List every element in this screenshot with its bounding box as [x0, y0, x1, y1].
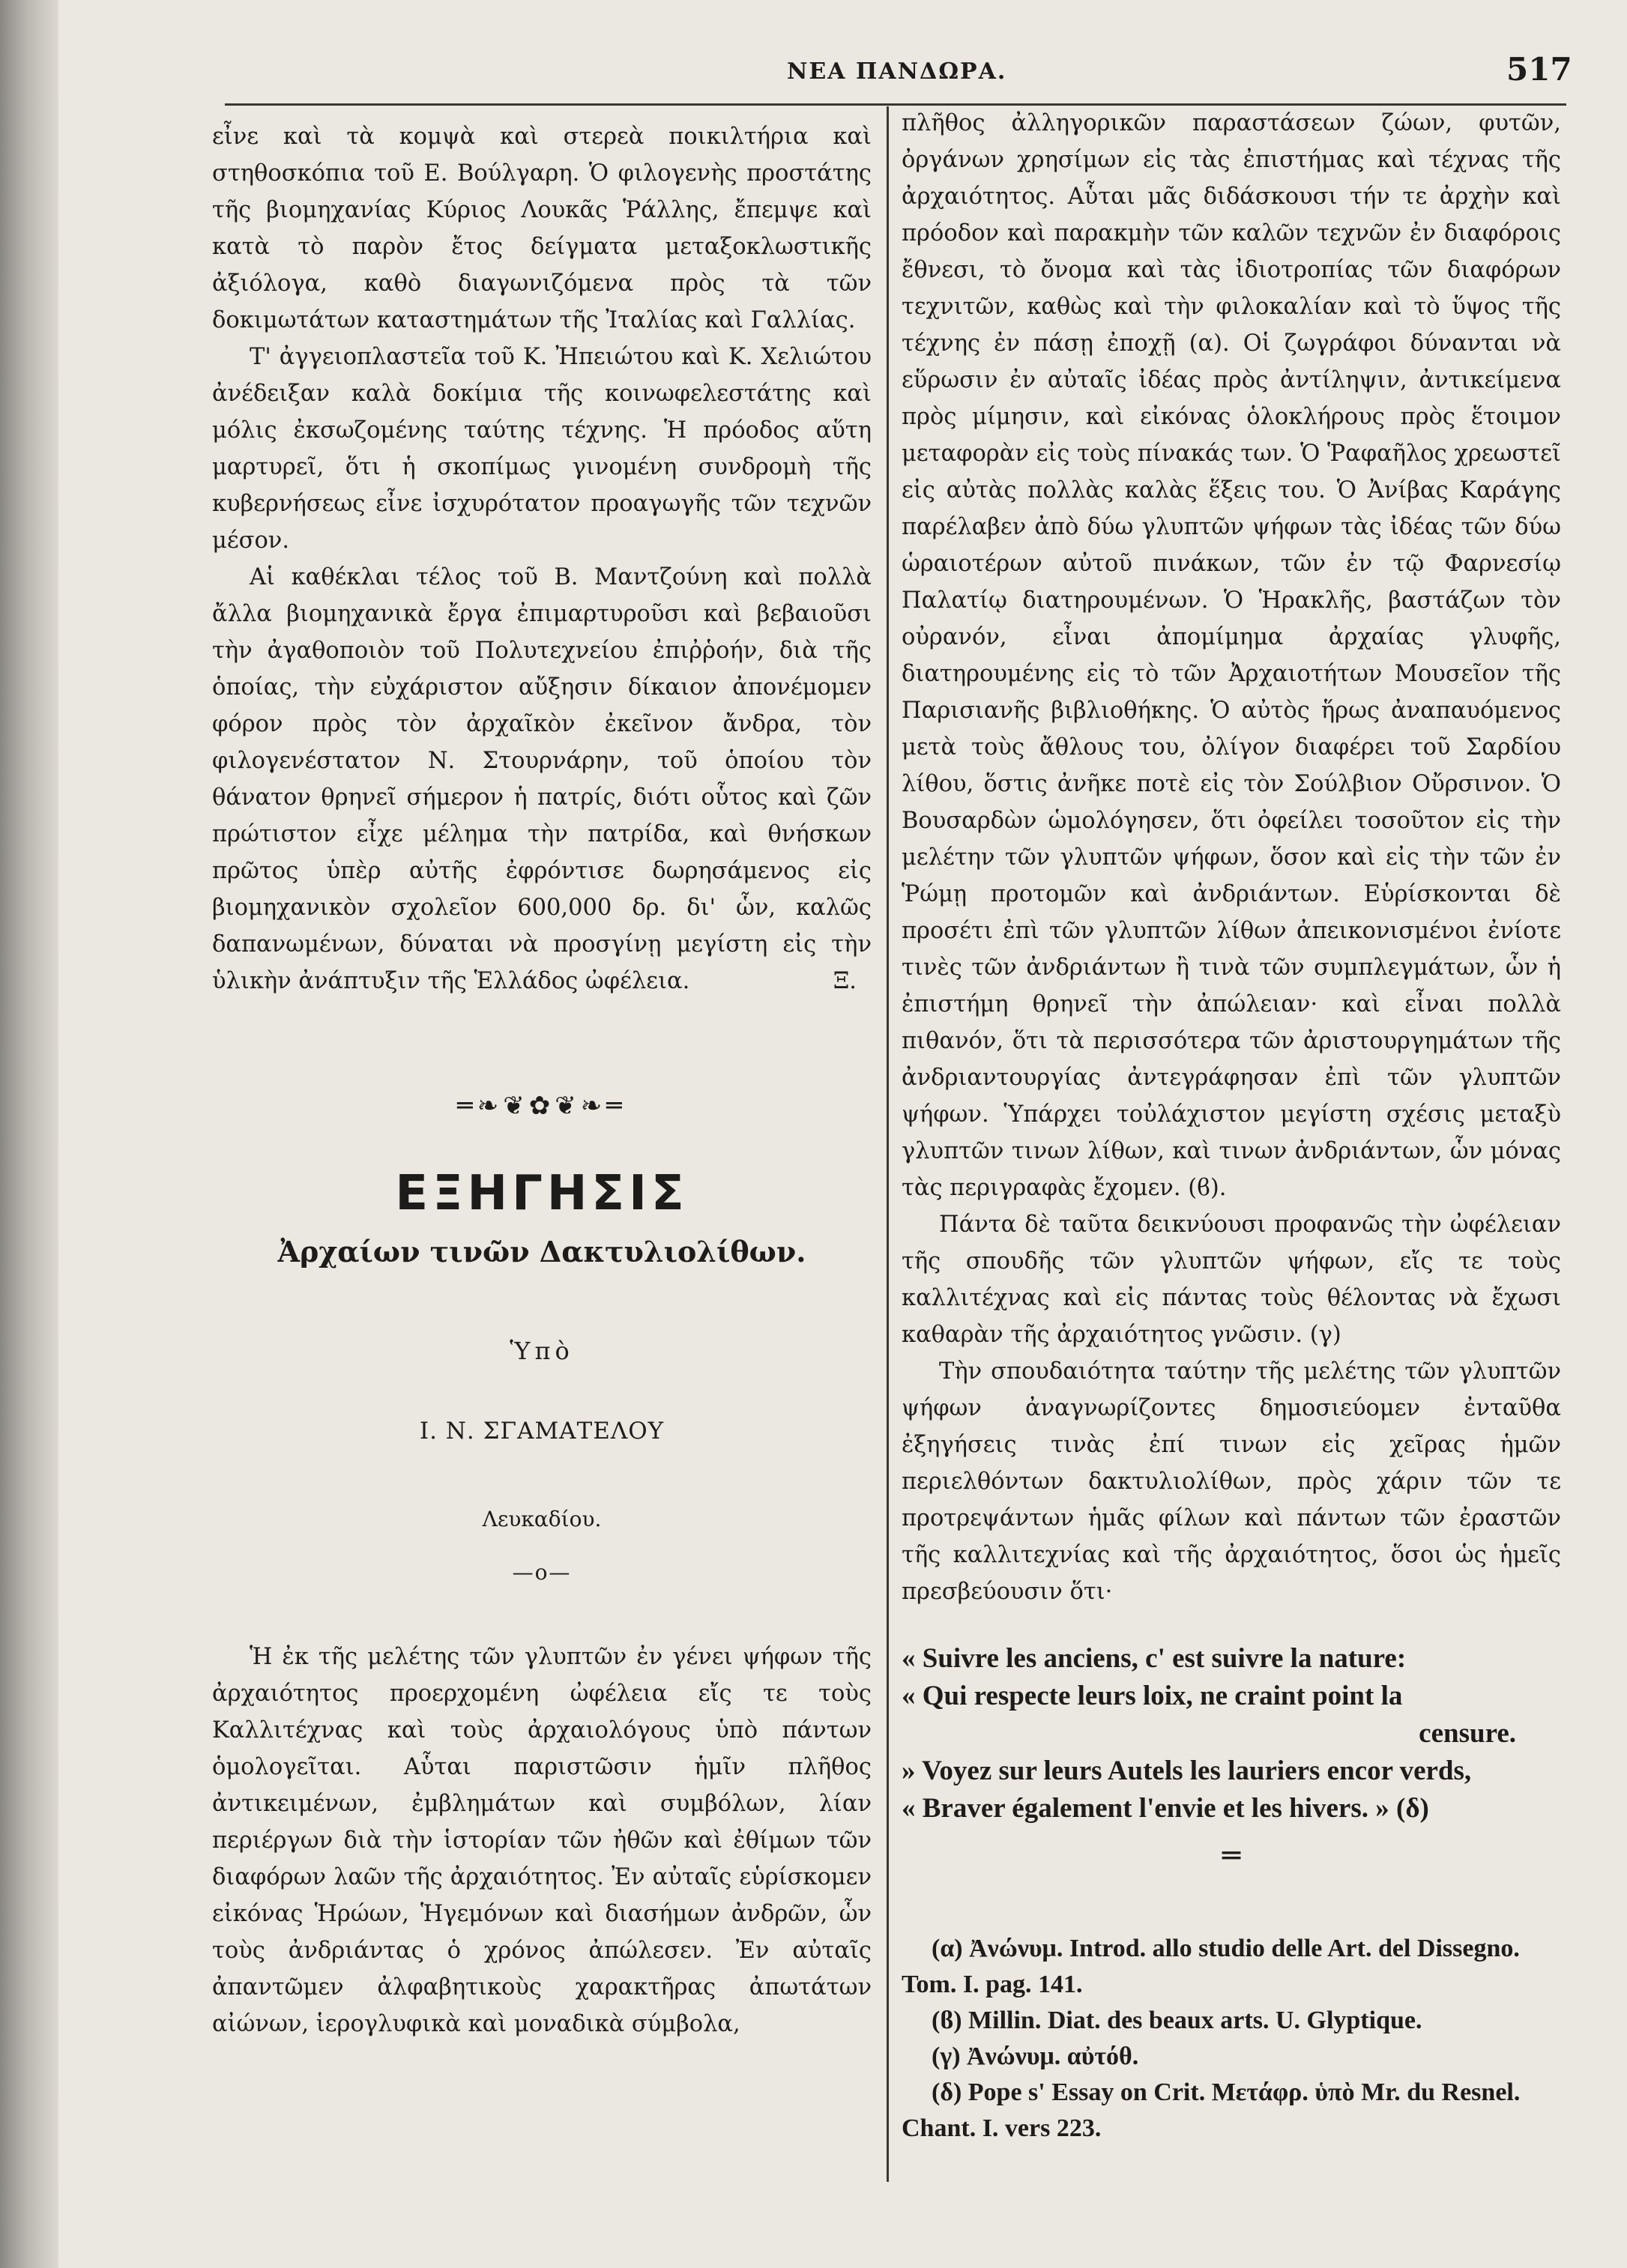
byline-by: Ὑπὸ	[510, 1337, 574, 1365]
footnote: (γ) Ἀνώνυμ. αὐτόθ.	[932, 2042, 1139, 2070]
running-header: ΝΕΑ ΠΑΝΔΩΡΑ.	[787, 58, 1007, 85]
right-column	[902, 105, 1561, 2147]
paragraph-industry-1: εἶνε καὶ τὰ κομψὰ καὶ στερεὰ ποικιλτήρια καὶ στηθοσκόπια τοῦ Ε. Βούλγαρη. Ὁ φιλογενὴς προστάτης τῆς βιομηχανίας Κύριος Λουκᾶς Ῥάλλης, ἔπεμψε καὶ κατὰ τὸ παρὸν ἔτος δείγματα μεταξοκλωστικῆς ἀξιόλογα, καθὸ διαγωνιζόμενα πρὸς τὰ τῶν δοκιμωτάτων καταστημάτων τῆς Ἰταλίας καὶ Γαλλίας.	[212, 124, 872, 333]
paragraph-industry-2: Τ' ἀγγειοπλαστεῖα τοῦ Κ. Ἠπειώτου καὶ Κ. Χελιώτου ἀνέδειξαν καλὰ δοκίμια τῆς κοινωφελεστάτης καὶ μόλις ἐκσωζομένης ταύτης τέχνης. Ἡ πρόοδος αὕτη μαρτυρεῖ, ὅτι ἡ σκοπίμως γινομένη συνδρομὴ τῆς κυβερνήσεως εἶνε ἰσχυρότατον προαγωγῆς τῶν τεχνῶν μέσον.	[212, 344, 872, 554]
footnote: (δ) Pope s' Essay on Crit. Μετάφρ. ὑπὸ Mr. du Resnel. Chant. I. vers 223.	[902, 2078, 1521, 2142]
column-divider	[887, 106, 889, 2182]
section-ornament: ═❧❦✿❦❧═	[457, 1091, 627, 1121]
quote-line: » Voyez sur leurs Autels les lauriers encor verds,	[902, 1756, 1472, 1786]
left-column	[212, 118, 872, 2042]
quote-line: « Braver également l'envie et les hivers. » (δ)	[902, 1793, 1429, 1824]
footnote: (ϐ) Millin. Diat. des beaux arts. U. Glyptique.	[932, 2007, 1422, 2034]
quote-line: « Qui respecte leurs loix, ne craint point la	[902, 1681, 1403, 1711]
page-number: 517	[1506, 51, 1572, 88]
byline-separator: —o—	[512, 1560, 572, 1585]
footnote: (α) Ἀνώνυμ. Introd. allo studio delle Art. del Dissegno. Tom. I. pag. 141.	[902, 1935, 1520, 1998]
byline-author: Ι. Ν. ΣΓΑΜΑΤΕΛΟΥ	[419, 1418, 665, 1445]
article-paragraph-1: πλῆθος ἀλληγορικῶν παραστάσεων ζώων, φυτῶν, ὀργάνων χρησίμων εἰς τὰς ἐπιστήμας καὶ τέχνας τῆς ἀρχαιότητος. Αὗται μᾶς διδάσκουσι τήν τε ἀρχὴν καὶ πρόοδον καὶ παρακμὴν τῶν καλῶν τεχνῶν ἐν διαφόροις ἔθνεσι, τὸ ὄνομα καὶ τὰς ἰδιοτροπίας τῶν διαφόρων τεχνιτῶν, καθὼς καὶ τὴν φιλοκαλίαν καὶ τὸ ὕψος τῆς τέχνης ἐν πάσῃ ἐποχῇ (α). Οἱ ζωγράφοι δύνανται νὰ εὕρωσιν ἐν αὐταῖς ἰδέας πρὸς ἀντίληψιν, ἀντικείμενα πρὸς μίμησιν, καὶ εἰκόνας ὁλοκλήρους πρὸς ἕτοιμον μεταφορὰν εἰς τοὺς πίνακάς των. Ὁ Ῥαφαῆλος χρεωστεῖ εἰς αὐτὰς πολλὰς καλὰς ἕξεις του. Ὁ Ἀνίβας Καράγης παρέλαβεν ἀπὸ δύω γλυπτῶν ψήφων τὰς ἰδέας τῶν δύω ὡραιοτέρων αὐτοῦ πινάκων, τῶν ἐν τῷ Φαρνεσίῳ Παλατίῳ διατηρουμένων. Ὁ Ἡρακλῆς, βαστάζων τὸν οὐρανόν, εἶναι ἀπομίμημα ἀρχαίας γλυφῆς, διατηρουμένης εἰς τὸ τῶν Ἀρχαιοτήτων Μουσεῖον τῆς Παρισιανῆς βιβλιοθήκης. Ὁ αὐτὸς ἥρως ἀναπαυόμενος μετὰ τοὺς ἄθλους του, ὀλίγον διαφέρει τοῦ Σαρδίου λίθου, ὅστις ἀνῆκε ποτὲ εἰς τὸν Σούλβιον Οὔρσινον. Ὁ Βουσαρδὼν ὡμολόγησεν, ὅτι ὀφείλει τοσοῦτον εἰς τὴν μελέτην τῶν γλυπτῶν ψήφων, ὅσον καὶ εἰς τὴν τῶν ἐν Ῥώμῃ προτομῶν καὶ ἀνδριάντων. Εὑρίσκονται δὲ προσέτι ἐπὶ τῶν γλυπτῶν λίθων ἀπεικονισμένοι ἐνίοτε τινὲς τῶν ἀνδριάντων ἢ τινὰ τῶν συμπλεγμάτων, ὧν ἡ ἐπιστήμη θρηνεῖ τὴν ἀπώλειαν· καὶ εἶναι πολλὰ πιθανόν, ὅτι τὰ περισσότερα τῶν ἀριστουργημάτων τῆς ἀνδριαντουργίας ἀντεγράφησαν ἐπὶ τῶν γλυπτῶν ψήφων. Ὑπάρχει τοὐλάχιστον μεγίστη σχέσις μεταξὺ γλυπτῶν τινων λίθων, καὶ τινων ἀνδριάντων, ὧν μόνας τὰς περιγραφὰς ἔχομεν. (ϐ).	[902, 110, 1561, 1201]
article-intro: Ἡ ἐκ τῆς μελέτης τῶν γλυπτῶν ἐν γένει ψήφων τῆς ἀρχαιότητος προερχομένη ὠφέλεια εἴς τε τοὺς Καλλιτέχνας καὶ τοὺς ἀρχαιολόγους ὑπὸ πάντων ὁμολογεῖται. Αὗται παριστῶσιν ἡμῖν πλῆθος ἀντικειμένων, ἐμβλημάτων καὶ συμβόλων, λίαν περιέργων διὰ τὴν ἱστορίαν τῶν ἠθῶν καὶ ἐθίμων τῶν διαφόρων λαῶν τῆς ἀρχαιότητος. Ἐν αὐταῖς εὑρίσκομεν εἰκόνας Ἡρώων, Ἡγεμόνων καὶ διασήμων ἀνδρῶν, ὧν τοὺς ἀνδριάντας ὁ χρόνος ἀπώλεσεν. Ἐν αὐταῖς ἀπαντῶμεν ἀλφαβητικοὺς χαρακτῆρας ἀπωτάτων αἰώνων, ἱερογλυφικὰ καὶ μοναδικὰ σύμβολα,	[212, 1644, 872, 2037]
footnotes	[902, 1931, 1561, 2147]
paragraph-industry-3	[212, 559, 872, 1000]
article-paragraph-2: Πάντα δὲ ταῦτα δεικνύουσι προφανῶς τὴν ὠφέλειαν τῆς σπουδῆς τῶν γλυπτῶν ψήφων, εἴς τε τοὺς καλλιτέχνας καὶ εἰς πάντας τοὺς θέλοντας νὰ ἔχωσι καθαρὰν τῆς ἀρχαιότητος γνῶσιν. (γ)	[902, 1212, 1561, 1348]
byline-place: Λευκαδίου.	[482, 1507, 602, 1531]
article-subtitle: Ἀρχαίων τινῶν Δακτυλιολίθων.	[277, 1235, 806, 1268]
author-signature: Ξ.	[833, 968, 857, 994]
article-paragraph-3: Τὴν σπουδαιότητα ταύτην τῆς μελέτης τῶν γλυπτῶν ψήφων ἀναγνωρίζοντες δημοσιεύομεν ἐνταῦθα ἐξηγήσεις τινὰς ἐπί τινων εἰς χεῖρας ἡμῶν περιελθόντων δακτυλιολίθων, πρὸς χάριν τῶν τε προτρεψάντων ἡμᾶς φίλων καὶ πάντων τῶν ἐραστῶν τῆς καλλιτεχνίας καὶ τῆς ἀρχαιότητος, ὅσοι ὡς ἡμεῖς πρεσβεύουσιν ὅτι·	[902, 1358, 1561, 1605]
footnote-rule: ═	[1222, 1838, 1241, 1873]
article-title: ΕΞΗΓΗΣΙΣ	[395, 1166, 689, 1221]
binding-shadow	[0, 0, 58, 2268]
french-quotation	[902, 1640, 1561, 1827]
paragraph-industry-3-text: Αἱ καθέκλαι τέλος τοῦ Β. Μαντζούνη καὶ πολλὰ ἄλλα βιομηχανικὰ ἔργα ἐπιμαρτυροῦσι καὶ βεβαιοῦσι τὴν ἀγαθοποιὸν τοῦ Πολυτεχνείου ἐπιῤῥοήν, διὰ τῆς ὁποίας, τὴν εὐχάριστον αὔξησιν δίκαιον ἀπονέμομεν φόρον πρὸς τὸν ἀρχαῖκὸν ἐκεῖνον ἄνδρα, τὸν φιλογενέστατον Ν. Στουρνάρην, τοῦ ὁποίου τὸν θάνατον θρηνεῖ σήμερον ἡ πατρίς, διότι οὗτος καὶ ζῶν πρώτιστον εἶχε μέλημα τὴν πατρίδα, καὶ θνήσκων πρῶτος ὑπὲρ αὐτῆς ἐφρόντισε δωρησάμενος εἰς βιομηχανικὸν σχολεῖον 600,000 δρ. δι' ὧν, καλῶς δαπανωμένων, δύναται νὰ προσγίνῃ μεγίστη εἰς τὴν ὑλικὴν ἀνάπτυξιν τῆς Ἑλλάδος ὠφέλεια.	[212, 564, 872, 994]
quote-line: censure.	[1419, 1718, 1516, 1749]
quote-line: « Suivre les anciens, c' est suivre la nature:	[902, 1643, 1407, 1674]
